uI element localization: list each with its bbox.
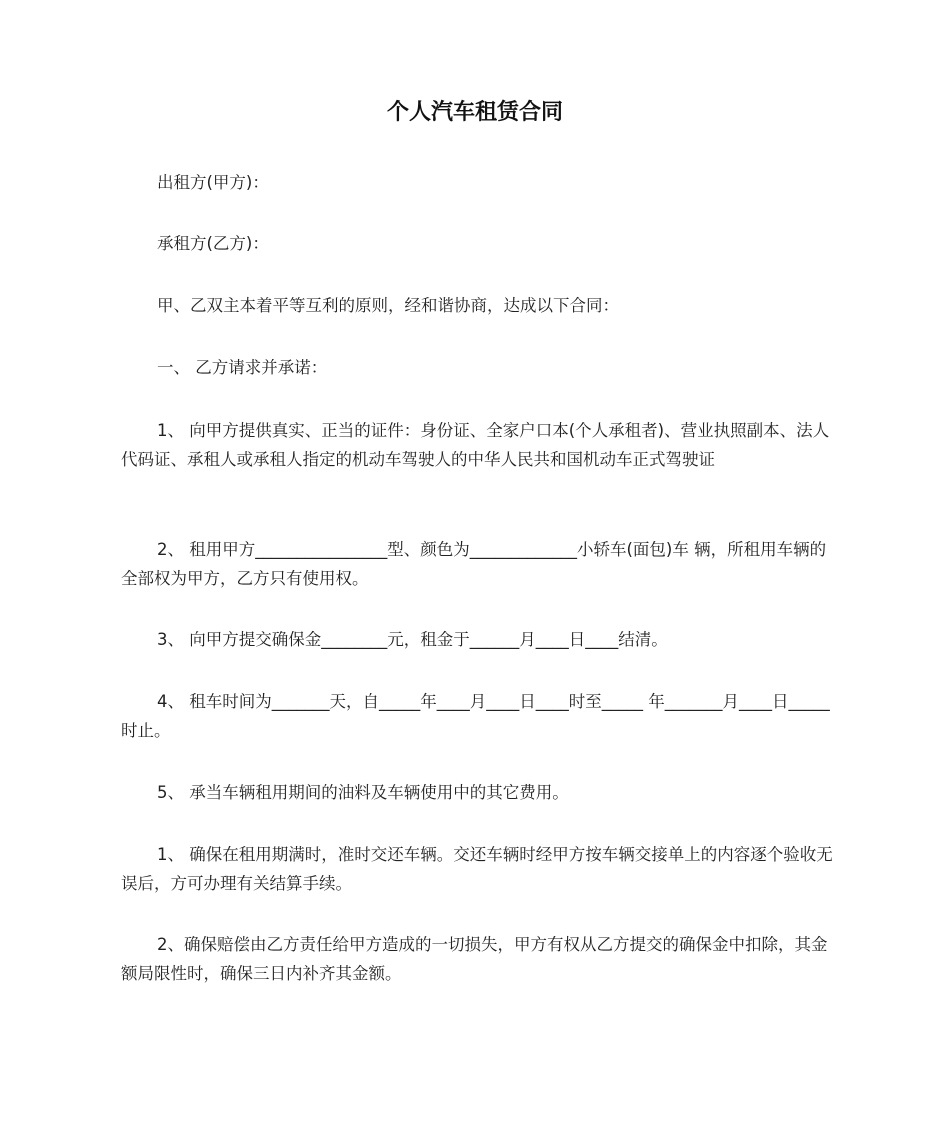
section-heading-lessee-obligations: 一、 乙方请求并承诺： [157, 358, 328, 377]
paragraph-lessee: 承租方(乙方)： [157, 234, 269, 253]
paragraph-lessor: 出租方(甲方)： [157, 173, 269, 192]
clause-vehicle: 2、 租用甲方________________型、颜色为_____________小轿车(面包)车 辆，所租用车辆的全部权为甲方，乙方只有使用权。 [121, 540, 827, 588]
paragraph-preamble: 甲、乙双主本着平等互利的原则，经和谐协商，达成以下合同： [157, 296, 619, 315]
clause-fuel-costs: 5、 承当车辆租用期间的油料及车辆使用中的其它费用。 [157, 783, 569, 802]
clause-compensation: 2、确保赔偿由乙方责任给甲方造成的一切损失，甲方有权从乙方提交的确保金中扣除，其金额局限性时，确保三日内补齐其金额。 [121, 935, 828, 983]
clause-rental-period: 4、 租车时间为_______天，自_____年____月____日____时至_____ 年_______月____日_____时止。 [121, 692, 830, 740]
clause-deposit: 3、 向甲方提交确保金________元，租金于______月____日____结清。 [157, 630, 668, 649]
clause-return-vehicle: 1、 确保在租用期满时，准时交还车辆。交还车辆时经甲方按车辆交接单上的内容逐个验收无误后，方可办理有关结算手续。 [121, 845, 833, 893]
clause-documents: 1、 向甲方提供真实、正当的证件：身份证、全家户口本(个人承租者)、营业执照副本、法人代码证、承租人或承租人指定的机动车驾驶人的中华人民共和国机动车正式驾驶证 [121, 421, 830, 469]
document-title: 个人汽车租赁合同 [386, 100, 563, 125]
